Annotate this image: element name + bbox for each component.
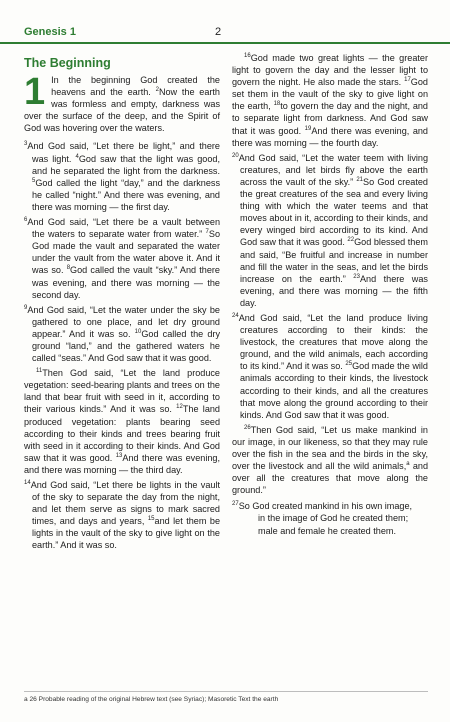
verse-number: 8	[66, 265, 71, 272]
verse-text: So God made the vault and separated the water under the vault from the water above it. And it was so.	[32, 229, 220, 276]
verse-number: 26	[244, 424, 251, 431]
verse-number: 24	[232, 312, 239, 319]
verse-text: And God said, “Let there be lights in the vault of the sky to separate the day from the night, and let them serve as signs to mark sacred times, and days and years,	[30, 480, 220, 527]
verse-number: 19	[304, 125, 312, 132]
poetry-block	[232, 500, 428, 536]
paragraph	[232, 424, 428, 497]
paragraph	[24, 71, 220, 134]
paragraph	[232, 312, 428, 421]
poetry-line: male and female he created them.	[258, 525, 397, 536]
verse-text: God made the wild animals according to their kinds, the livestock according to their kinds, and all the creatures that move along the ground according to their kinds. And God saw that it was good.	[240, 361, 428, 420]
verse-text: God set them in the vault of the sky to give light on the earth,	[232, 77, 428, 112]
verse-number: 17	[404, 77, 411, 84]
verse-text: Then God said, “Let the land produce vegetation: seed-bearing plants and trees on the land that bear fruit with seed in it, according to their various kinds.” And it was so.	[24, 368, 220, 415]
section-title: The Beginning	[24, 56, 111, 70]
verse-text: and over all the creatures that move along the ground.”	[232, 461, 428, 496]
verse-number: 3	[24, 141, 28, 148]
header-rule	[0, 42, 450, 44]
verse-number: 22	[347, 237, 355, 244]
verse-text: God called the light “day,” and the darkness he called “night.” And there was evening, and there was morning — the first day.	[32, 177, 220, 212]
footnote-rule	[24, 691, 428, 692]
verse-text: So God created the great creatures of the sea and every living thing with which the water teems and that moves about in it, according to their kinds, and every winged bird according to its kind. And God saw that it was good.	[240, 176, 428, 248]
verse-number: 27	[232, 501, 239, 508]
verse-number: 16	[244, 52, 251, 59]
verse-text: God blessed them and said, “Be fruitful and increase in number and fill the water in the seas, and let the birds increase on the earth.”	[240, 237, 428, 284]
verse-text: Then God said, “Let us make mankind in our image, in our likeness, so that they may rule over the fish in the sea and the birds in the sky, over the livestock and all the wild animals,	[232, 424, 428, 472]
verse-text: and let them be lights in the vault of the sky to give light on the earth.” And it was so.	[32, 516, 220, 551]
verse-number: 14	[24, 479, 31, 486]
footnote: a 26 Probable reading of the original Hebrew text (see Syriac); Masoretic Text the earth	[24, 696, 279, 703]
verse-text: God made two great lights — the greater light to govern the day and the lesser light to govern the night. He also made the stars.	[232, 53, 428, 88]
verse-number: 15	[147, 516, 155, 523]
left-column	[24, 50, 220, 555]
verse-text: And God said, “Let the land produce living creatures according to their kinds: the livestock, the creatures that move along the ground, and the wild animals, each according to its kind.” And it was so.	[238, 312, 428, 372]
verse-number: 2	[155, 87, 159, 94]
verse-text: to govern the day and the night, and to separate light from darkness. And God saw that it was good.	[232, 101, 428, 136]
verse-text: Now the earth was formless and empty, darkness was over the surface of the deep, and the Spirit of God was hovering over the waters.	[24, 87, 220, 134]
verse-number: 21	[356, 176, 364, 183]
page-number: 2	[215, 26, 222, 38]
verse-number: 10	[134, 328, 142, 335]
verse-text: In the beginning God created the heavens and the earth.	[51, 75, 220, 98]
paragraph	[24, 304, 220, 364]
verse-text: And God said, “Let the water under the sky be gathered to one place, and let dry ground appear.” And it was so.	[27, 304, 220, 339]
verse-text: God called the dry ground “land,” and the gathered waters he called “seas.” And God saw that it was good.	[32, 328, 220, 364]
running-head-book: Genesis 1	[24, 26, 76, 38]
paragraph	[24, 216, 220, 301]
verse-number: 13	[115, 452, 123, 459]
poetry-line: in the image of God he created them;	[258, 513, 409, 524]
verse-text: And there was evening, and there was morning — the fifth day.	[240, 273, 428, 308]
verse-text: So God created mankind in his own image,	[238, 501, 413, 512]
right-column	[232, 52, 428, 537]
verse-text: God saw that the light was good, and he separated the light from the darkness.	[32, 153, 220, 176]
chapter-number: 1	[24, 71, 46, 113]
verse-number: 9	[24, 304, 28, 311]
footnote-marker[interactable]: a	[406, 461, 410, 468]
verse-text: And God said, “Let the water teem with living creatures, and let birds fly above the earth across the vault of the sky.”	[238, 152, 428, 187]
verse-number: 6	[24, 217, 28, 223]
paragraph	[24, 479, 220, 552]
verse-number: 18	[273, 101, 281, 108]
verse-number: 5	[32, 177, 36, 184]
poetry-line	[232, 500, 428, 512]
paragraph	[232, 52, 428, 149]
verse-text: God called the vault “sky.” And there was evening, and there was morning — the second day.	[32, 265, 220, 300]
verse-number: 12	[176, 404, 183, 411]
verse-text: And there was evening, and there was morning — the fourth day.	[232, 125, 428, 148]
verse-text: And there was evening, and there was morning — the third day.	[24, 452, 221, 475]
verse-number: 4	[75, 153, 79, 160]
verse-number: 23	[353, 273, 360, 280]
verse-number: 7	[205, 229, 209, 236]
paragraph	[24, 367, 220, 476]
verse-text: And God said, “Let there be a vault between the waters to separate water from water.”	[27, 217, 220, 240]
verse-number: 20	[232, 152, 239, 159]
verse-number: 25	[345, 361, 353, 368]
verse-number: 11	[36, 368, 43, 375]
paragraph	[232, 152, 428, 309]
running-head	[0, 24, 450, 42]
paragraph	[24, 140, 220, 213]
verse-text: And God said, “Let there be light,” and there was light.	[27, 141, 220, 164]
verse-text: The land produced vegetation: plants bearing seed according to their kinds and trees bearing fruit with seed in it according to their kinds. And God saw that it was good.	[24, 404, 220, 463]
